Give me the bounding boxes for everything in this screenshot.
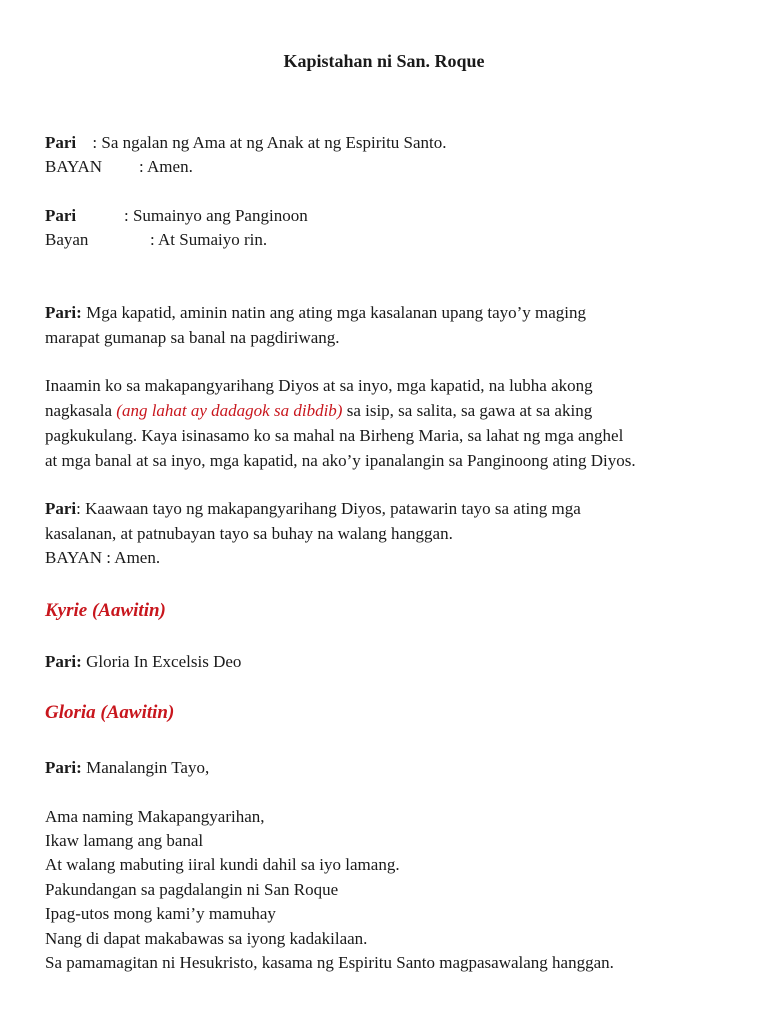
absolution-line-2: kasalanan, at patnubayan tayo sa buhay na walang hanggan. bbox=[45, 524, 453, 543]
pari-text: : Sa ngalan ng Ama at ng Anak at ng Espiritu Santo. bbox=[92, 133, 447, 152]
gloria-intro-text: Gloria In Excelsis Deo bbox=[81, 652, 242, 671]
bayan-text-2: : At Sumaiyo rin. bbox=[150, 230, 268, 249]
pari-line-2 bbox=[45, 205, 76, 227]
bayan-line-1 bbox=[45, 156, 102, 178]
collect-intro-text: Manalangin Tayo, bbox=[81, 758, 210, 777]
rubric-note: (ang lahat ay dadagok sa dibdib) bbox=[116, 401, 343, 420]
page-title: Kapistahan ni San. Roque bbox=[283, 51, 485, 71]
pari-label: Pari bbox=[45, 499, 77, 518]
prayer-line: At walang mabuting iiral kundi dahil sa iyo lamang. bbox=[45, 855, 400, 874]
pari-label: Pari bbox=[45, 133, 77, 152]
prayer-line: Ikaw lamang ang banal bbox=[45, 831, 204, 850]
confiteor-line-2 bbox=[45, 400, 592, 422]
pari-line-1 bbox=[45, 132, 447, 154]
pari-label: Pari: bbox=[45, 758, 82, 777]
absolution-line-1 bbox=[45, 498, 581, 520]
confiteor-text: nagkasala bbox=[45, 401, 117, 420]
prayer-line: Ipag-utos mong kami’y mamuhay bbox=[45, 904, 276, 923]
prayer-line: Sa pamamagitan ni Hesukristo, kasama ng Espiritu Santo magpasawalang hanggan. bbox=[45, 953, 614, 972]
pari-line-3 bbox=[45, 302, 586, 324]
gloria-heading: Gloria (Aawitin) bbox=[45, 702, 175, 723]
bayan-text-1: : Amen. bbox=[139, 157, 193, 176]
confiteor-line-3: pagkukulang. Kaya isinasamo ko sa mahal na Birheng Maria, sa lahat ng mga anghel bbox=[45, 426, 624, 445]
confiteor-line-1: Inaamin ko sa makapangyarihang Diyos at sa inyo, mga kapatid, na lubha akong bbox=[45, 376, 593, 395]
collect-intro-line bbox=[45, 757, 209, 779]
confiteor-text: sa isip, sa salita, sa gawa at sa aking bbox=[342, 401, 593, 420]
absolution-bayan-line: BAYAN : Amen. bbox=[45, 548, 161, 567]
pari-label: Pari bbox=[45, 206, 77, 225]
gloria-intro-line bbox=[45, 651, 241, 673]
kyrie-heading: Kyrie (Aawitin) bbox=[45, 600, 166, 621]
prayer-line: Pakundangan sa pagdalangin ni San Roque bbox=[45, 880, 339, 899]
bayan-label: BAYAN bbox=[45, 157, 103, 176]
bayan-label: Bayan bbox=[45, 230, 89, 249]
pari-text-2: : Sumainyo ang Panginoon bbox=[124, 206, 308, 225]
pari-line-3b: marapat gumanap sa banal na pagdiriwang. bbox=[45, 328, 340, 347]
absolution-text: : Kaawaan tayo ng makapangyarihang Diyos, patawarin tayo sa ating mga bbox=[76, 499, 581, 518]
confiteor-line-4: at mga banal at sa inyo, mga kapatid, na ako’y ipanalangin sa Panginoong ating Diyos. bbox=[45, 451, 636, 470]
pari-label: Pari: bbox=[45, 303, 82, 322]
pari-label: Pari: bbox=[45, 652, 82, 671]
prayer-line: Nang di dapat makabawas sa iyong kadakilaan. bbox=[45, 929, 368, 948]
prayer-line: Ama naming Makapangyarihan, bbox=[45, 807, 265, 826]
bayan-line-2 bbox=[45, 229, 88, 251]
pari-text: Mga kapatid, aminin natin ang ating mga kasalanan upang tayo’y maging bbox=[81, 303, 587, 322]
